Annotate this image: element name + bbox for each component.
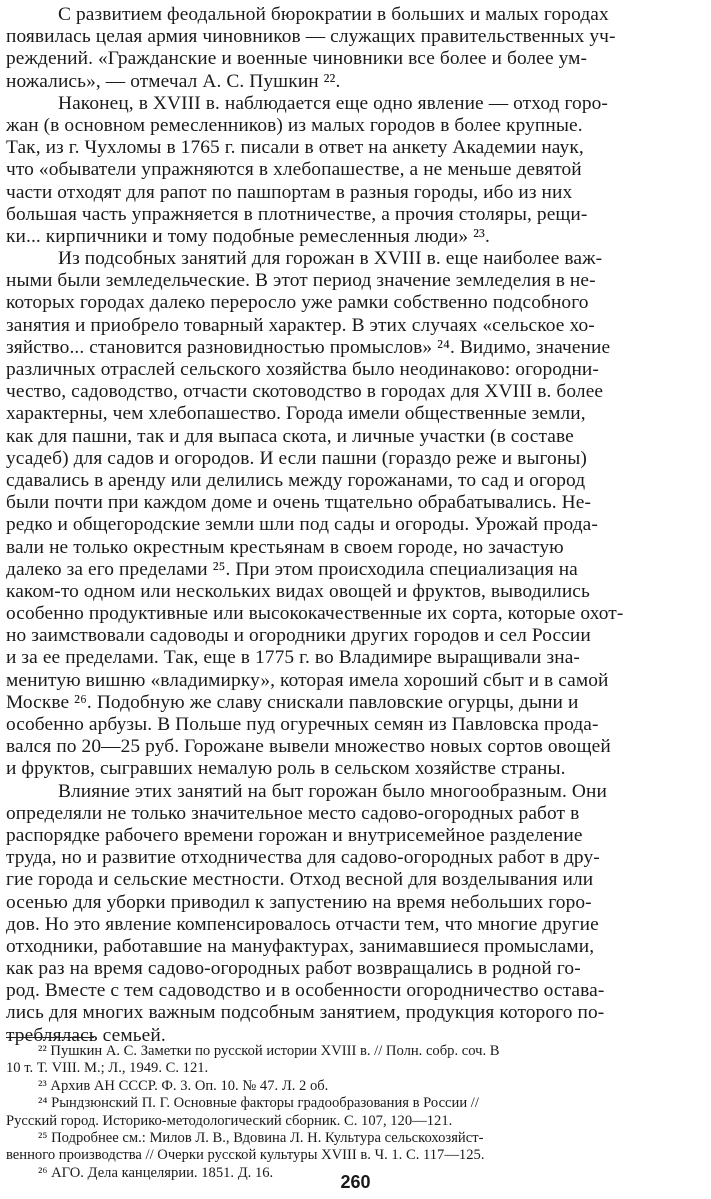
- paragraph-line: жан (в основном ремесленников) из малых городов в более крупные.: [6, 114, 583, 136]
- paragraph-line: отходники, работавшие на мануфактурах, занимавшиеся промыслами,: [6, 935, 595, 957]
- footnote-line: ²⁶ АГО. Дела канцелярии. 1851. Д. 16.: [38, 1164, 274, 1181]
- paragraph-line: каком-то одном или нескольких видах овощей и фруктов, выводились: [6, 580, 590, 602]
- footnote-line: ²³ Архив АН СССР. Ф. 3. Оп. 10. № 47. Л. 2 об.: [38, 1077, 329, 1094]
- footnote-separator: [6, 1037, 94, 1038]
- footnote-line: 10 т. Т. VIII. М.; Л., 1949. С. 121.: [6, 1060, 209, 1077]
- paragraph-line: которых городах далеко переросло уже рамки собственно подсобного: [6, 292, 589, 314]
- paragraph-line: но заимствовали садоводы и огородники других городов и сел России: [6, 625, 591, 647]
- paragraph-line: лись для многих важным подсобным занятием, продукция которого по-: [6, 1002, 605, 1024]
- paragraph-line: были почти при каждом доме и очень тщательно обрабатывались. Не-: [6, 492, 592, 514]
- footnote-line: венного производства // Очерки русской культуры XVIII в. Ч. 1. С. 117—125.: [6, 1147, 485, 1164]
- paragraph-line: гие города и сельские местности. Отход весной для возделывания или: [6, 869, 594, 891]
- paragraph-line: род. Вместе с тем садоводство и в особенности огородничество остава-: [6, 980, 605, 1002]
- footnotes: [6, 1043, 706, 1182]
- paragraph-line: редко и общегородские земли шли под сады и огороды. Урожай прода-: [6, 514, 598, 536]
- paragraph-line: определяли не только значительное место садово-огородных работ в: [6, 802, 580, 824]
- paragraph-line: особенно арбузы. В Польше пуд огуречных семян из Павловска прода-: [6, 714, 599, 735]
- paragraph-line: особенно продуктивные или высококачественные их сорта, которые охот-: [6, 603, 624, 625]
- paragraph-line: как раз на время садово-огородных работ возвращались в родной го-: [6, 958, 581, 980]
- paragraph-line: реждений. «Гражданские и военные чиновники все более и более ум-: [6, 48, 588, 70]
- paragraph-line: что «обыватели упражняются в хлебопашестве, а не меньше девятой: [6, 159, 582, 181]
- footnote-line: Русский город. Историко-методологический сборник. С. 107, 120—121.: [6, 1112, 453, 1129]
- paragraph-line: различных отраслей сельского хозяйства было неодинаково: огородни-: [6, 359, 599, 380]
- footnote-line: ²² Пушкин А. С. Заметки по русской истории XVIII в. // Полн. собр. соч. В: [38, 1043, 500, 1059]
- paragraph-line: части отходят для рапот по пашпортам в разныя городы, ибо из них: [6, 181, 573, 203]
- paragraph-line: большая часть упражняется в плотничестве, а прочия столяры, рещи-: [6, 203, 588, 225]
- footnote-line: ²⁴ Рындзюнский П. Г. Основные факторы градообразования в России //: [38, 1095, 479, 1112]
- paragraph-line: вался по 20—25 руб. Горожане вывели множество новых сортов овощей: [6, 736, 611, 758]
- paragraph-line: менитую вишню «владимирку», которая имела хороший сбыт и в самой: [6, 669, 609, 691]
- paragraph-line: осенью для уборки приводил к запустению на время небольших горо-: [6, 891, 592, 913]
- paragraph-line: далеко за его пределами ²⁵. При этом происходила специализация на: [6, 558, 578, 580]
- paragraph-line: труда, но и развитие отходничества для садово-огородных работ в дру-: [6, 847, 600, 869]
- paragraph-line: усадеб) для садов и огородов. И если пашни (гораздо реже и выгоны): [6, 447, 587, 469]
- paragraph-line: как для пашни, так и для выпаса скота, и личные участки (в составе: [6, 425, 574, 447]
- paragraph-line: Так, из г. Чухломы в 1765 г. писали в ответ на анкету Академии наук,: [6, 137, 584, 159]
- paragraph-line: ки... кирпичники и тому подобные ремесленныя люди» ²³.: [6, 225, 490, 247]
- paragraph-line: чество, садоводство, отчасти скотоводство в городах для XVIII в. более: [6, 381, 604, 403]
- paragraph-line: и за ее пределами. Так, еще в 1775 г. во Владимире выращивали зна-: [6, 647, 580, 669]
- paragraph-line: ножались», — отмечал А. С. Пушкин ²².: [6, 70, 341, 92]
- paragraph-line: Из подсобных занятий для горожан в XVIII в. еще наиболее важ-: [58, 248, 603, 270]
- paragraph-line: зяйство... становится разновидностью промыслов» ²⁴. Видимо, значение: [6, 336, 611, 358]
- paragraph-line: вали не только окрестным крестьянам в своем городе, но зачастую: [6, 536, 564, 558]
- paragraph-line: и фруктов, сыгравших немалую роль в сельском хозяйстве страны.: [6, 758, 566, 780]
- paragraph-line: Влияние этих занятий на быт горожан было многообразным. Они: [58, 780, 607, 802]
- paragraph-line: появилась целая армия чиновников — служащих правительственных уч-: [6, 26, 616, 48]
- paragraph-line: Наконец, в XVIII в. наблюдается еще одно явление — отход горо-: [58, 92, 608, 114]
- footnote-line: ²⁵ Подробнее см.: Милов Л. В., Вдовина Л. Н. Культура сельскохозяйст-: [38, 1129, 484, 1146]
- paragraph-line: характерны, чем хлебопашество. Города имели общественные земли,: [6, 403, 586, 425]
- paragraph-line: занятия и приобрело товарный характер. В этих случаях «сельское хо-: [6, 314, 595, 336]
- paragraph-line: Москве ²⁶. Подобную же славу снискали павловские огурцы, дыни и: [6, 691, 579, 713]
- body-text: [6, 4, 706, 1047]
- paragraph-line: распорядке рабочего времени горожан и внутрисемейное разделение: [6, 824, 583, 846]
- paragraph-line: дов. Но это явление компенсировалось отчасти тем, что многие другие: [6, 913, 599, 935]
- page-number: 260: [340, 1172, 371, 1192]
- paragraph-line: С развитием феодальной бюрократии в больших и малых городах: [58, 4, 609, 25]
- paragraph-line: сдавались в аренду или делились между горожанами, то сад и огород: [6, 469, 586, 491]
- paragraph-line: треблялась семьей.: [6, 1024, 166, 1046]
- paragraph-line: ными были земледельческие. В этот период значение земледелия в не-: [6, 270, 596, 292]
